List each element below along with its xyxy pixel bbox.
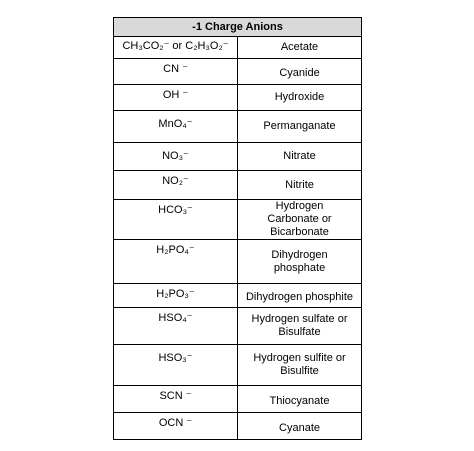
table-row (114, 308, 362, 345)
ion-formula: CH₃CO₂⁻ or C₂H₃O₂⁻ (114, 37, 238, 59)
ion-name: Nitrite (238, 171, 362, 200)
ion-formula: MnO₄⁻ (114, 111, 238, 143)
table-row (114, 171, 362, 200)
ion-formula: OH ⁻ (114, 85, 238, 111)
ion-formula: NO₂⁻ (114, 171, 238, 200)
ion-name: Dihydrogen phosphite (238, 284, 362, 308)
anion-table-container (113, 17, 361, 440)
ion-formula: SCN ⁻ (114, 386, 238, 413)
table-row (114, 143, 362, 171)
ion-name: Hydrogen sulfate or Bisulfate (238, 308, 362, 345)
table-row (114, 111, 362, 143)
ion-formula: NO₃⁻ (114, 143, 238, 171)
table-title: -1 Charge Anions (114, 18, 362, 37)
ion-formula: H₂PO₃⁻ (114, 284, 238, 308)
table-row (114, 59, 362, 85)
ion-formula: HSO₄⁻ (114, 308, 238, 345)
table-header-row (114, 18, 362, 37)
table-row (114, 413, 362, 440)
ion-name: Acetate (238, 37, 362, 59)
table-row (114, 345, 362, 386)
table-row (114, 85, 362, 111)
ion-formula: H₂PO₄⁻ (114, 240, 238, 284)
anion-table (113, 17, 362, 440)
table-row (114, 200, 362, 240)
ion-formula: OCN ⁻ (114, 413, 238, 440)
table-row (114, 386, 362, 413)
ion-name: Cyanide (238, 59, 362, 85)
ion-name: Nitrate (238, 143, 362, 171)
ion-name: Hydrogen sulfite or Bisulfite (238, 345, 362, 386)
ion-name: Dihydrogen phosphate (238, 240, 362, 284)
ion-formula: HCO₃⁻ (114, 200, 238, 240)
table-row (114, 240, 362, 284)
ion-name: Permanganate (238, 111, 362, 143)
ion-formula: CN ⁻ (114, 59, 238, 85)
ion-name: Hydrogen Carbonate or Bicarbonate (238, 200, 362, 240)
table-row (114, 284, 362, 308)
ion-name: Thiocyanate (238, 386, 362, 413)
ion-formula: HSO₃⁻ (114, 345, 238, 386)
ion-name: Hydroxide (238, 85, 362, 111)
ion-name: Cyanate (238, 413, 362, 440)
table-row (114, 37, 362, 59)
